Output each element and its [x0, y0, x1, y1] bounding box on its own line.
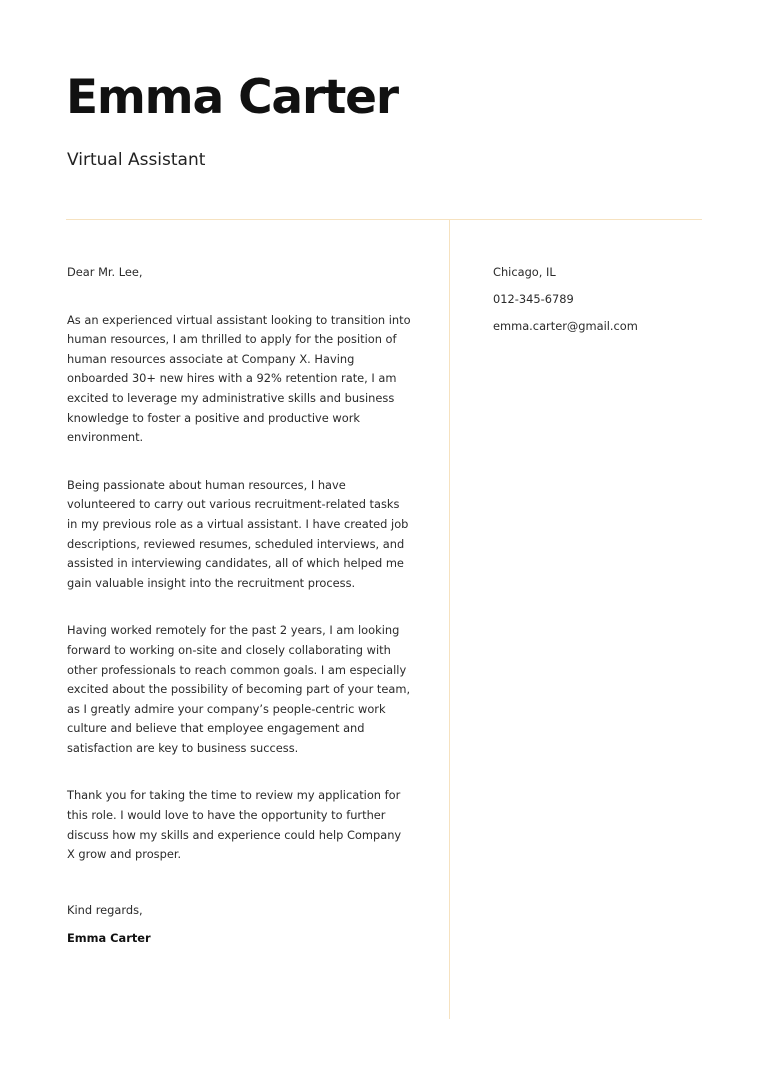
vertical-divider [449, 219, 450, 1019]
contact-info [493, 263, 638, 344]
closing: Kind regards, [67, 902, 143, 917]
letter-body [67, 263, 412, 949]
applicant-title: Virtual Assistant [67, 150, 206, 170]
horizontal-divider [66, 219, 702, 220]
contact-phone: 012-345-6789 [493, 292, 574, 307]
letter-paragraph: Having worked remotely for the past 2 years, I am looking forward to working on-site and closely collaborating with other professionals to reach common goals. I am especially excited about the possibility of becoming part of your team, as I greatly admire your company’s people-centric work culture and believe that employee engagement and satisfaction are key to business success. [67, 623, 411, 755]
applicant-name: Emma Carter [66, 70, 398, 125]
contact-location: Chicago, IL [493, 265, 556, 279]
salutation: Dear Mr. Lee, [67, 265, 143, 279]
signature: Emma Carter [67, 931, 151, 946]
contact-email: emma.carter@gmail.com [493, 319, 638, 334]
letter-paragraph: Being passionate about human resources, I have volunteered to carry out various recruitment-related tasks in my previous role as a virtual assistant. I have created job descriptions, reviewed resumes, scheduled interviews, and assisted in interviewing candidates, all of which helped me gain valuable insight into the recruitment process. [67, 477, 409, 590]
letter-paragraph: As an experienced virtual assistant looking to transition into human resources, I am thrilled to apply for the position of human resources associate at Company X. Having onboarded 30+ new hires with a 92% retention rate, I am excited to leverage my administrative skills and business knowledge to foster a positive and productive work environment. [67, 312, 411, 445]
letter-paragraph: Thank you for taking the time to review my application for this role. I would love to have the opportunity to further discuss how my skills and experience could help Company X grow and prosper. [67, 788, 402, 862]
